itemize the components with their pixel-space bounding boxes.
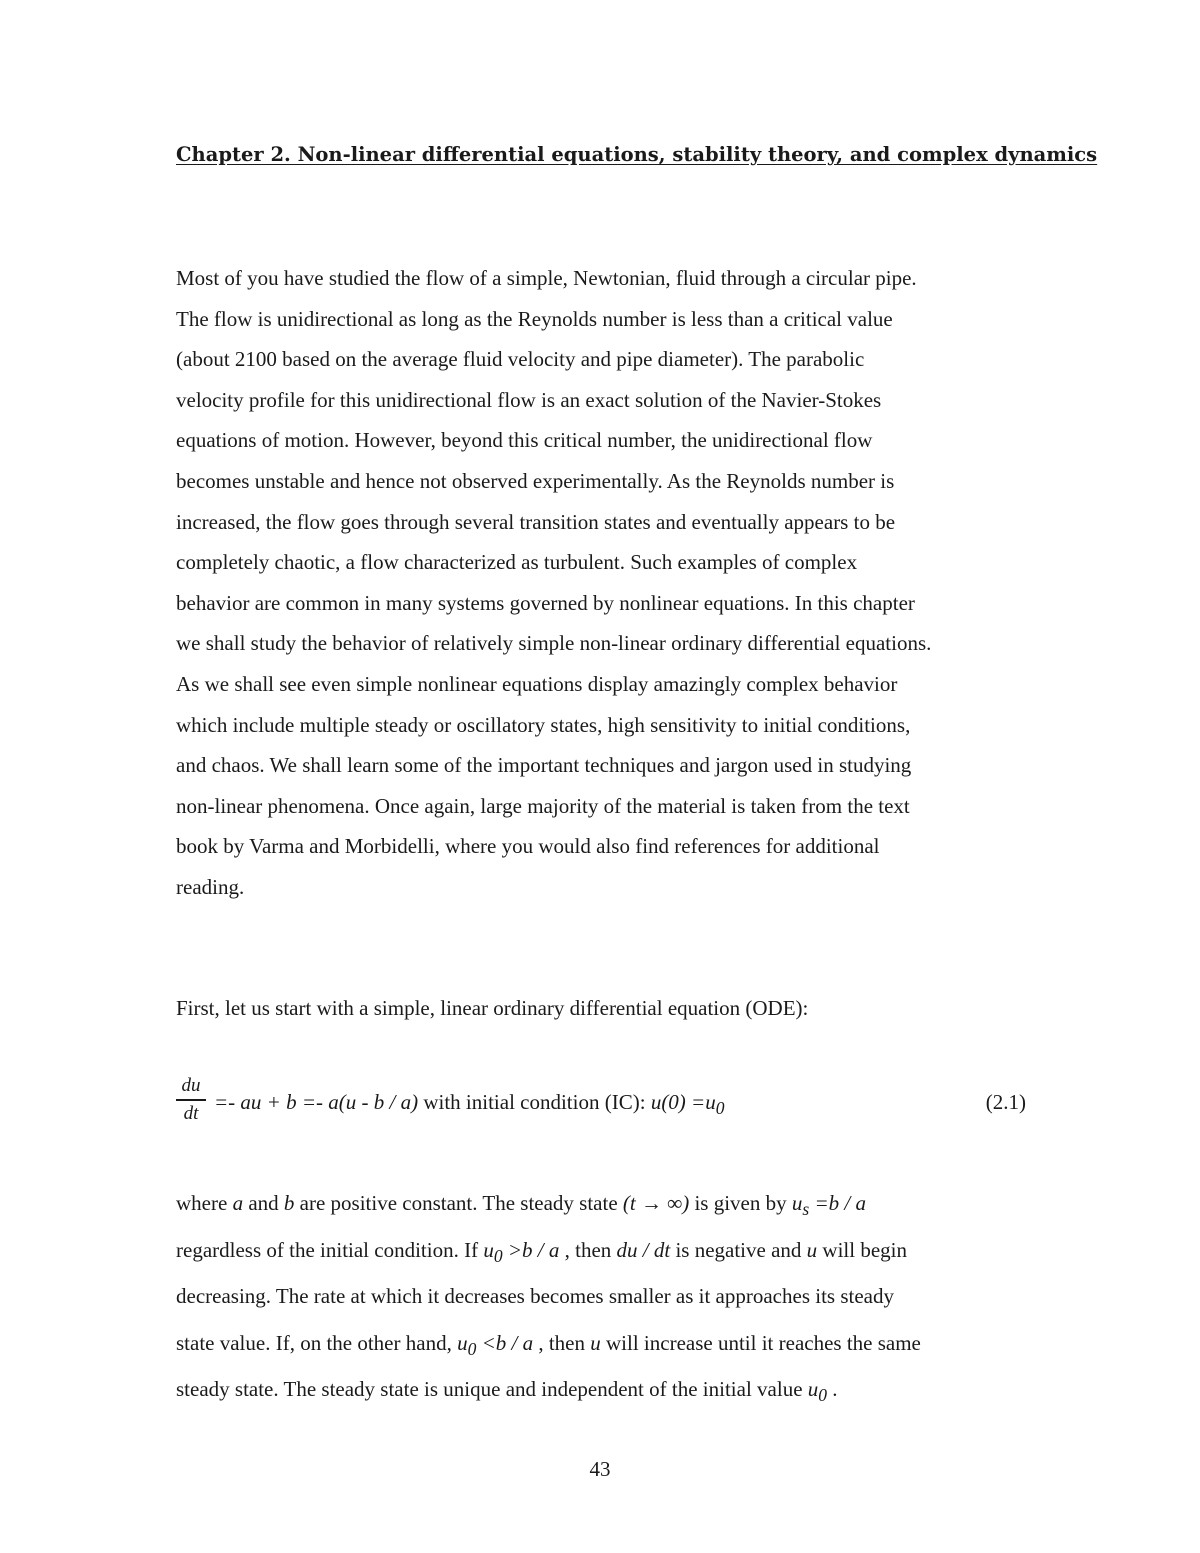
symbol-u-steady: u	[791, 1191, 803, 1215]
text-run: will increase until it reaches the same	[600, 1330, 921, 1355]
text-run: and	[243, 1191, 284, 1215]
paragraph-line	[176, 1180, 1036, 1227]
paragraph-line: decreasing. The rate at which it decreases becomes smaller as it approaches its steady	[176, 1284, 894, 1308]
paragraph-line	[176, 1227, 1036, 1274]
symbol-t-limit: (t → ∞)	[622, 1191, 690, 1215]
paragraph-line: book by Varma and Morbidelli, where you would also find references for additional	[176, 834, 880, 859]
symbol-a: a	[232, 1191, 244, 1215]
text-run: is negative and	[670, 1237, 807, 1262]
text-run: are positive constant. The steady state	[294, 1191, 623, 1215]
intro-paragraph	[176, 258, 1036, 908]
text-run: state value. If, on the other hand,	[176, 1330, 458, 1355]
text-run: is given by	[689, 1191, 792, 1215]
text-run: regardless of the initial condition. If	[176, 1237, 484, 1262]
symbol-u: u	[806, 1237, 818, 1262]
symbol-u0: u	[807, 1377, 819, 1401]
paragraph-line: (about 2100 based on the average fluid velocity and pipe diameter). The parabolic	[176, 347, 865, 372]
symbol-greater-b-over-a: >b / a	[502, 1237, 560, 1262]
page-number: 43	[589, 1457, 611, 1481]
subscript-0: 0	[467, 1338, 477, 1359]
paragraph-line	[176, 1366, 1036, 1413]
paragraph-line: velocity profile for this unidirectional flow is an exact solution of the Navier-Stokes	[176, 387, 882, 412]
paragraph-line: completely chaotic, a flow characterized as turbulent. Such examples of complex	[176, 550, 858, 575]
text-run: steady state. The steady state is unique and independent of the initial value	[176, 1377, 808, 1401]
paragraph-line: reading.	[176, 874, 245, 899]
symbol-less-b-over-a: <b / a	[476, 1330, 534, 1355]
subscript-0: 0	[493, 1245, 503, 1266]
paragraph-line: and chaos. We shall learn some of the important techniques and jargon used in studying	[176, 753, 912, 778]
chapter-title: Chapter 2. Non-linear differential equations, stability theory, and complex dynamics	[176, 143, 1098, 166]
text-run: , then	[559, 1237, 617, 1262]
initial-condition-expr: u(0) =u	[650, 1090, 716, 1114]
equation-body	[214, 1090, 724, 1119]
text-run: .	[827, 1377, 838, 1401]
symbol-du-dt: du / dt	[616, 1237, 671, 1262]
ode-intro-paragraph	[176, 988, 1036, 1029]
subscript-0: 0	[818, 1385, 828, 1406]
symbol-u: u	[590, 1330, 601, 1355]
text-run: where	[176, 1191, 233, 1215]
paragraph-line: Most of you have studied the flow of a simple, Newtonian, fluid through a circular pipe.	[176, 266, 917, 290]
symbol-u0: u	[483, 1237, 494, 1262]
paragraph-line: equations of motion. However, beyond this critical number, the unidirectional flow	[176, 428, 873, 453]
derivative-fraction	[176, 1074, 206, 1126]
subscript-s: s	[802, 1199, 810, 1220]
equation-2-1	[176, 1074, 1026, 1134]
symbol-b-over-a: =b / a	[809, 1191, 866, 1215]
paragraph-line: we shall study the behavior of relatively simple non-linear ordinary differential equations.	[176, 631, 932, 656]
paragraph-line: non-linear phenomena. Once again, large majority of the material is taken from the text	[176, 793, 910, 818]
steady-state-paragraph	[176, 1180, 1036, 1413]
paragraph-line	[176, 1320, 1036, 1367]
paragraph-line: increased, the flow goes through several transition states and eventually appears to be	[176, 509, 896, 534]
initial-condition-text: with initial condition (IC):	[418, 1090, 651, 1114]
ode-intro-line: First, let us start with a simple, linear ordinary differential equation (ODE):	[176, 996, 809, 1020]
text-run: will begin	[817, 1237, 907, 1262]
equation-rhs: =- au + b =- a(u - b / a)	[214, 1090, 419, 1114]
fraction-denominator: dt	[183, 1102, 199, 1124]
paragraph-line: becomes unstable and hence not observed experimentally. As the Reynolds number is	[176, 468, 895, 493]
text-run: , then	[533, 1330, 591, 1355]
symbol-b: b	[283, 1191, 295, 1215]
equation-number: (2.1)	[985, 1090, 1026, 1114]
paragraph-line: The flow is unidirectional as long as the Reynolds number is less than a critical value	[176, 306, 893, 331]
paragraph-line: behavior are common in many systems governed by nonlinear equations. In this chapter	[176, 590, 915, 615]
symbol-u0: u	[457, 1330, 468, 1355]
paragraph-line: As we shall see even simple nonlinear equations display amazingly complex behavior	[176, 671, 898, 696]
fraction-numerator: du	[181, 1075, 201, 1096]
paragraph-line: which include multiple steady or oscillatory states, high sensitivity to initial conditions,	[176, 712, 911, 737]
fraction-bar	[176, 1099, 206, 1101]
initial-condition-subscript: 0	[715, 1098, 725, 1119]
